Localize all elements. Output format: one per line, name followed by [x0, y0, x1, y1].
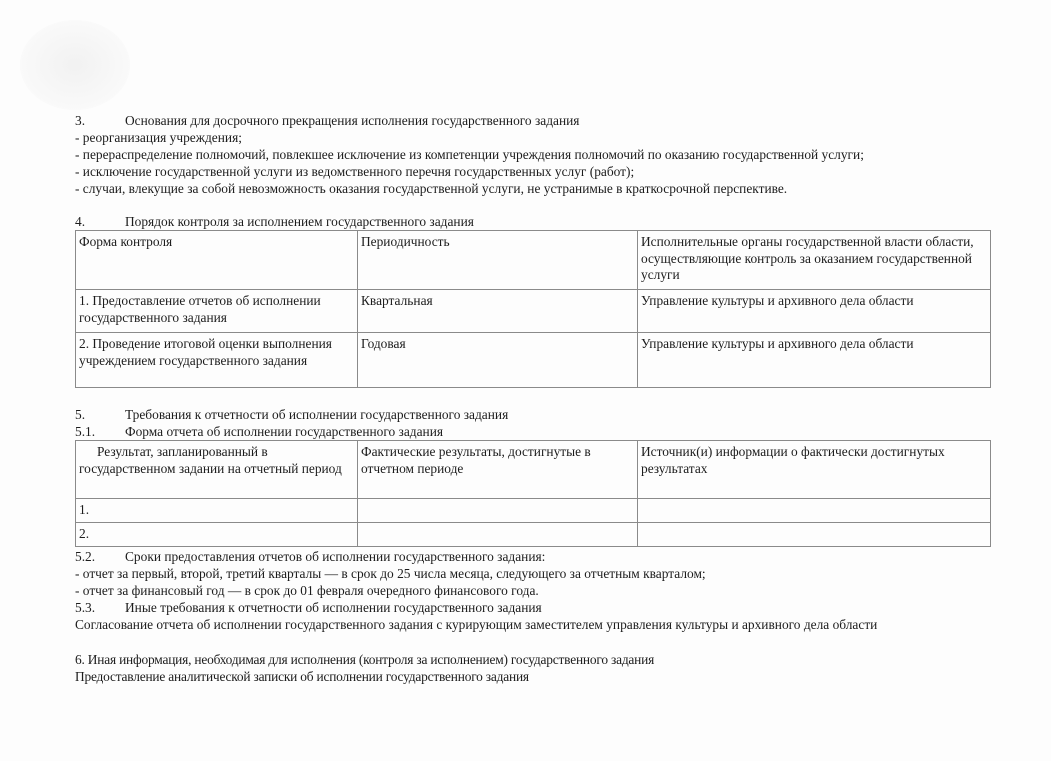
section-6-text: Предоставление аналитической записки об исполнении государственного задания — [75, 669, 529, 684]
section-3-item: - перераспределение полномочий, повлекшее исключение из компетенции учреждения полномочий по оказанию государственной услуги; — [75, 147, 864, 162]
section-3-item: - исключение государственной услуги из ведомственного перечня государственных услуг (работ); — [75, 164, 635, 179]
section-5-1-title: Форма отчета об исполнении государственного задания — [125, 424, 444, 439]
table-cell: Квартальная — [358, 290, 638, 333]
section-5-1-heading — [75, 423, 443, 440]
table-cell: 1. Предоставление отчетов об исполнении государственного задания — [76, 290, 358, 333]
header-actual-results: Фактические результаты, достигнутые в отчетном периоде — [358, 441, 638, 499]
table-row — [76, 523, 991, 547]
header-periodicity: Периодичность — [358, 231, 638, 290]
table-cell — [358, 499, 638, 523]
section-5-2-title: Сроки предоставления отчетов об исполнении государственного задания: — [125, 549, 546, 564]
table-row — [76, 333, 991, 388]
table-header-row — [76, 231, 991, 290]
section-5-3-number: 5.3. — [75, 600, 96, 615]
table-cell — [358, 523, 638, 547]
section-3-title: Основания для досрочного прекращения исполнения государственного задания — [125, 113, 580, 128]
header-executive-bodies: Исполнительные органы государственной власти области, осуществляющие контроль за оказанием государственной услуги — [638, 231, 991, 290]
table-cell: 2. Проведение итоговой оценки выполнения учреждением государственного задания — [76, 333, 358, 388]
section-3-number: 3. — [75, 113, 86, 128]
section-5-2-number: 5.2. — [75, 549, 96, 564]
section-3-heading — [75, 112, 579, 129]
section-5-title: Требования к отчетности об исполнении государственного задания — [125, 407, 509, 422]
section-4-number: 4. — [75, 214, 86, 229]
section-4-heading — [75, 213, 474, 230]
section-5-3-text: Согласование отчета об исполнении государственного задания с курирующим заместителем управления культуры и архивного дела области — [75, 617, 878, 632]
section-3-item: - случаи, влекущие за собой невозможность оказания государственной услуги, не устранимые в краткосрочной перспективе. — [75, 181, 788, 196]
section-5-number: 5. — [75, 407, 86, 422]
table-row — [76, 499, 991, 523]
section-5-1-number: 5.1. — [75, 424, 96, 439]
header-information-sources: Источник(и) информации о фактически достигнутых результатах — [638, 441, 991, 499]
section-4-title: Порядок контроля за исполнением государственного задания — [125, 214, 474, 229]
section-5-3-heading — [75, 599, 542, 616]
table-cell: Управление культуры и архивного дела области — [638, 290, 991, 333]
report-form-table — [75, 440, 991, 547]
header-planned-result — [76, 441, 358, 499]
section-3-item: - реорганизация учреждения; — [75, 130, 242, 145]
table-row — [76, 290, 991, 333]
section-6-heading: 6. Иная информация, необходимая для исполнения (контроля за исполнением) государственного задания — [75, 652, 655, 667]
section-5-2-item: - отчет за первый, второй, третий кварталы — в срок до 25 числа месяца, следующего за отчетным кварталом; — [75, 566, 706, 581]
header-form-of-control: Форма контроля — [76, 231, 358, 290]
scan-artifact — [20, 20, 130, 110]
section-5-2-heading — [75, 548, 545, 565]
section-5-heading — [75, 406, 508, 423]
control-table — [75, 230, 991, 388]
table-cell — [638, 523, 991, 547]
table-cell: Годовая — [358, 333, 638, 388]
table-cell — [638, 499, 991, 523]
table-cell: Управление культуры и архивного дела области — [638, 333, 991, 388]
table-header-row — [76, 441, 991, 499]
section-5-3-title: Иные требования к отчетности об исполнении государственного задания — [125, 600, 542, 615]
table-cell: 2. — [76, 523, 358, 547]
table-cell: 1. — [76, 499, 358, 523]
header-planned-result-text: Результат, запланированный в государственном задании на отчетный период — [79, 444, 342, 476]
section-5-2-item: - отчет за финансовый год — в срок до 01 февраля очередного финансового года. — [75, 583, 539, 598]
